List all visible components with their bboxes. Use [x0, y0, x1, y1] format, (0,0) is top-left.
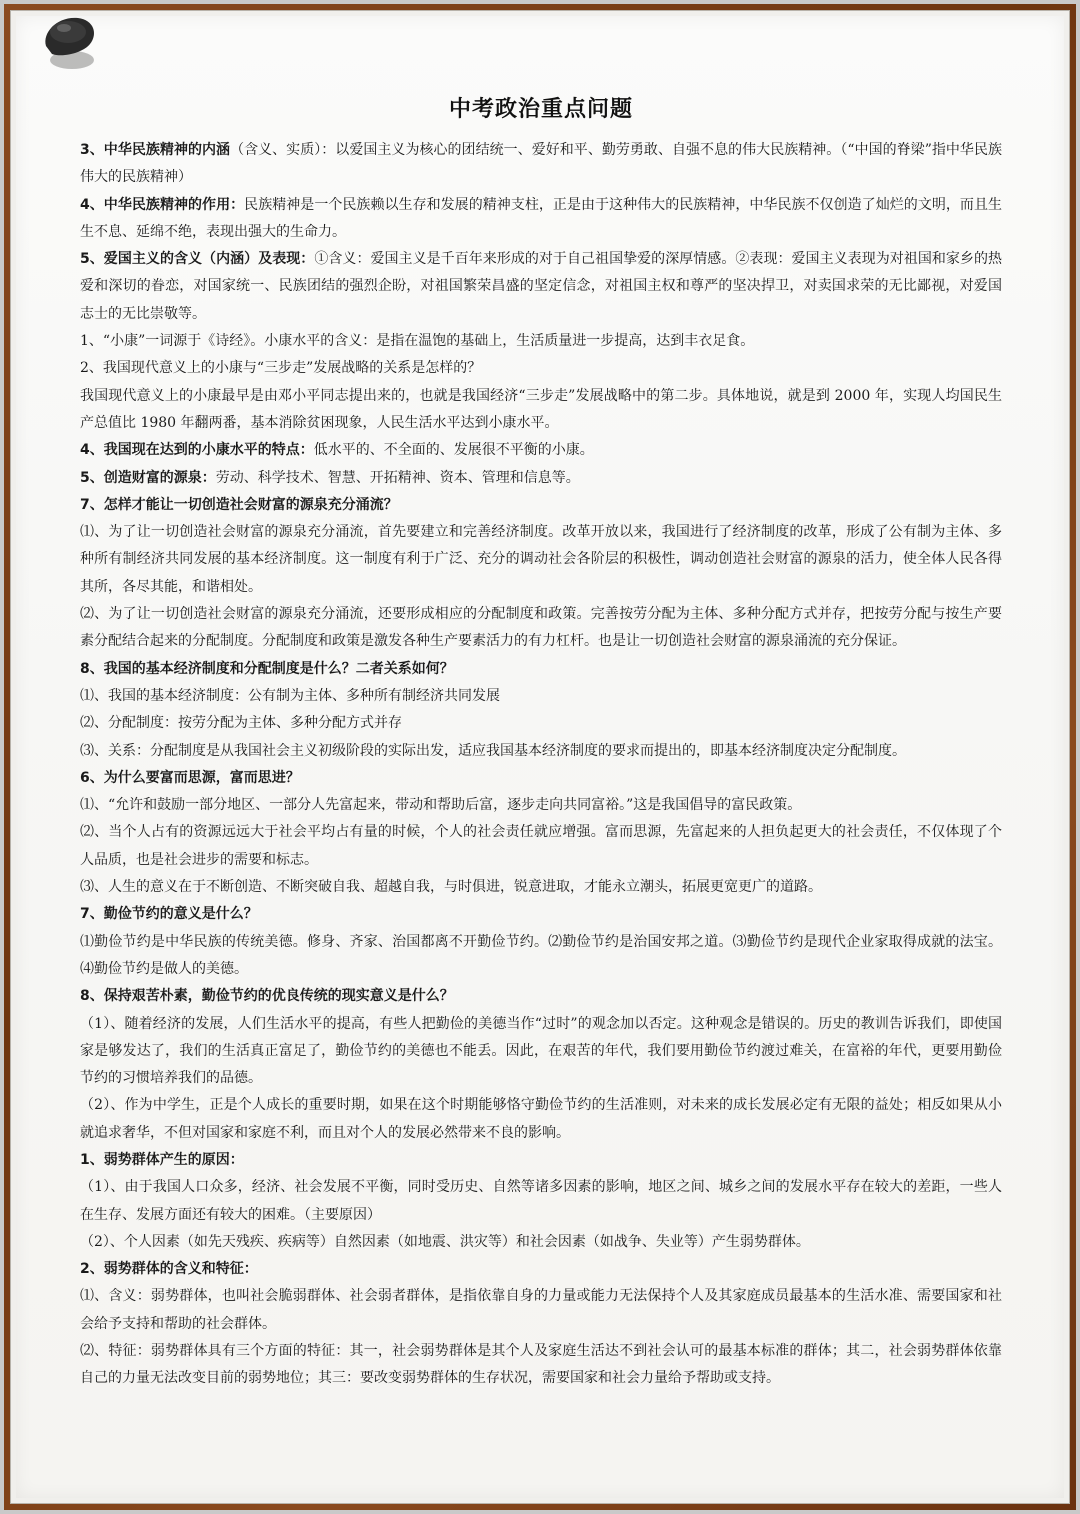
- paragraph: [80, 465, 1002, 492]
- paragraph-text: ⑴、我国的基本经济制度：公有制为主体、多种所有制经济共同发展: [80, 687, 500, 704]
- paragraph: [80, 137, 1002, 192]
- paragraph-text: （2）、作为中学生，正是个人成长的重要时期，如果在这个时期能够恪守勤俭节约的生活准则，对未来的成长发展必定有无限的益处；相反如果从小就追求奢华，不但对国家和家庭不利，而且对个人的发展必然带来不良的影响。: [80, 1097, 1002, 1141]
- paragraph: [80, 1147, 1002, 1174]
- paragraph: [80, 765, 1002, 792]
- paragraph: [80, 656, 1002, 683]
- paragraph: [80, 328, 1002, 355]
- paragraph: [80, 1283, 1002, 1338]
- page-title: 中考政治重点问题: [448, 97, 633, 122]
- paragraph: [80, 874, 1002, 901]
- paragraph-heading: 2、弱势群体的含义和特征：: [80, 1261, 258, 1278]
- paragraph-heading: 5、爱国主义的含义（内涵）及表现：: [80, 251, 315, 268]
- paragraph: [80, 437, 1002, 464]
- paragraph: [80, 1256, 1002, 1283]
- paragraph: [80, 983, 1002, 1010]
- paragraph-list: [80, 137, 1002, 1393]
- paragraph: [80, 192, 1002, 247]
- document-content: [80, 88, 1002, 1393]
- paragraph-text: 1、“小康”一词源于《诗经》。小康水平的含义：是指在温饱的基础上，生活质量进一步提高，达到丰衣足食。: [80, 333, 755, 350]
- paragraph-heading: 4、中华民族精神的作用：: [80, 196, 245, 213]
- paragraph: [80, 819, 1002, 874]
- paragraph: [80, 1092, 1002, 1147]
- paragraph: [80, 519, 1002, 601]
- paragraph-heading: 1、弱势群体产生的原因：: [80, 1151, 244, 1168]
- paragraph-heading: 8、我国的基本经济制度和分配制度是什么？二者关系如何？: [80, 660, 454, 677]
- paragraph: [80, 738, 1002, 765]
- paragraph-heading: 3、中华民族精神的内涵: [80, 142, 231, 158]
- paragraph: [80, 1338, 1002, 1393]
- paragraph-heading: 6、为什么要富而思源，富而思进？: [80, 769, 300, 786]
- paragraph: [80, 792, 1002, 819]
- paragraph: [80, 492, 1002, 519]
- paragraph: [80, 1174, 1002, 1229]
- paragraph: [80, 1229, 1002, 1256]
- paragraph-text: 民族精神是一个民族赖以生存和发展的精神支柱，正是由于这种伟大的民族精神，中华民族不仅创造了灿烂的文明，而且生生不息、延绵不绝，表现出强大的生命力。: [80, 196, 1002, 240]
- paragraph-heading: 8、保持艰苦朴素，勤俭节约的优良传统的现实意义是什么？: [80, 988, 454, 1005]
- paragraph-text: ⑴、为了让一切创造社会财富的源泉充分涌流，首先要建立和完善经济制度。改革开放以来，我国进行了经济制度的改革，形成了公有制为主体、多种所有制经济共同发展的基本经济制度。这一制度有利于广泛、充分的调动社会各阶层的积极性，调动创造社会财富的源泉的活力，使全体人民各得其所，各尽其能，和谐相处。: [80, 524, 1002, 595]
- paragraph: [80, 355, 1002, 382]
- paragraph-text: ⑶、关系：分配制度是从我国社会主义初级阶段的实际出发，适应我国基本经济制度的要求而提出的，即基本经济制度决定分配制度。: [80, 742, 906, 759]
- paragraph-text: （1）、随着经济的发展，人们生活水平的提高，有些人把勤俭的美德当作“过时”的观念加以否定。这种观念是错误的。历史的教训告诉我们，即使国家是够发达了，我们的生活真正富足了，勤俭节约的美德也不能丢。因此，在艰苦的年代，我们要用勤俭节约渡过难关，在富裕的年代，更要用勤俭节约的习惯培养我们的品德。: [80, 1015, 1002, 1087]
- paragraph-text: ⑵、特征：弱势群体具有三个方面的特征：其一，社会弱势群体是其个人及家庭生活达不到社会认可的最基本标准的群体；其二，社会弱势群体依靠自己的力量无法改变目前的弱势地位；其三：要改变弱势群体的生存状况，需要国家和社会力量给予帮助或支持。: [80, 1343, 1002, 1387]
- paragraph-text: ⑵、为了让一切创造社会财富的源泉充分涌流，还要形成相应的分配制度和政策。完善按劳分配为主体、多种分配方式并存，把按劳分配与按生产要素分配结合起来的分配制度。分配制度和政策是激发各种生产要素活力的有力杠杆。也是让一切创造社会财富的源泉涌流的充分保证。: [80, 606, 1002, 650]
- paragraph-text: ⑶、人生的意义在于不断创造、不断突破自我、超越自我，与时俱进，锐意进取，才能永立潮头，拓展更宽更广的道路。: [80, 879, 822, 896]
- paragraph-text: 低水平的、不全面的、发展很不平衡的小康。: [313, 442, 594, 459]
- paragraph-text: 我国现代意义上的小康最早是由邓小平同志提出来的，也就是我国经济“三步走”发展战略中的第二步。具体地说，就是到 2000 年，实现人均国民生产总值比 1980 年翻两番，基本消除贫困现象，人民生活水平达到小康水平。: [80, 387, 1002, 431]
- paragraph: [80, 601, 1002, 656]
- paragraph: [80, 710, 1002, 737]
- paragraph-text: 2、我国现代意义上的小康与“三步走”发展战略的关系是怎样的？: [80, 360, 482, 377]
- paragraph-text: （含义、实质）：以爱国主义为核心的团结统一、爱好和平、勤劳勇敢、自强不息的伟大民族精神。（“中国的脊梁”指中华民族伟大的民族精神）: [80, 142, 1002, 186]
- paragraph-text: ⑴、“允许和鼓励一部分地区、一部分人先富起来，带动和帮助后富，逐步走向共同富裕。”这是我国倡导的富民政策。: [80, 797, 802, 814]
- paragraph-heading: 5、创造财富的源泉：: [80, 469, 216, 486]
- paragraph-text: ⑴、含义：弱势群体，也叫社会脆弱群体、社会弱者群体，是指依靠自身的力量或能力无法保持个人及其家庭成员最基本的生活水准、需要国家和社会给予支持和帮助的社会群体。: [80, 1288, 1002, 1332]
- paragraph-text: ⑴勤俭节约是中华民族的传统美德。修身、齐家、治国都离不开勤俭节约。⑵勤俭节约是治国安邦之道。⑶勤俭节约是现代企业家取得成就的法宝。⑷勤俭节约是做人的美德。: [80, 933, 1002, 977]
- paragraph-text: ⑵、分配制度：按劳分配为主体、多种分配方式并存: [80, 715, 402, 732]
- pushpin-icon: [28, 8, 118, 78]
- paragraph-text: （1）、由于我国人口众多，经济、社会发展不平衡，同时受历史、自然等诸多因素的影响，地区之间、城乡之间的发展水平存在较大的差距，一些人在生存、发展方面还有较大的困难。（主要原因）: [80, 1179, 1002, 1223]
- paragraph-heading: 7、怎样才能让一切创造社会财富的源泉充分涌流？: [80, 496, 398, 513]
- paragraph-text: ⑵、当个人占有的资源远远大于社会平均占有量的时候，个人的社会责任就应增强。富而思源，先富起来的人担负起更大的社会责任，不仅体现了个人品质，也是社会进步的需要和标志。: [80, 824, 1002, 868]
- paragraph-text: 劳动、科学技术、智慧、开拓精神、资本、管理和信息等。: [215, 469, 580, 486]
- paragraph: [80, 901, 1002, 928]
- paragraph: [80, 929, 1002, 984]
- paragraph-text: （2）、个人因素（如先天残疾、疾病等）自然因素（如地震、洪灾等）和社会因素（如战争、失业等）产生弱势群体。: [80, 1233, 810, 1250]
- paragraph-text: ①含义：爱国主义是千百年来形成的对于自己祖国挚爱的深厚情感。②表现：爱国主义表现为对祖国和家乡的热爱和深切的眷恋，对国家统一、民族团结的强烈企盼，对祖国繁荣昌盛的坚定信念，对祖国主权和尊严的坚决捍卫，对卖国求荣的无比鄙视，对爱国志士的无比崇敬等。: [80, 251, 1003, 322]
- paragraph: [80, 246, 1002, 328]
- paragraph: [80, 1011, 1002, 1093]
- paragraph: [80, 383, 1002, 438]
- paragraph-heading: 7、勤俭节约的意义是什么？: [80, 906, 258, 923]
- paragraph: [80, 683, 1002, 710]
- paragraph-heading: 4、我国现在达到的小康水平的特点：: [80, 442, 314, 459]
